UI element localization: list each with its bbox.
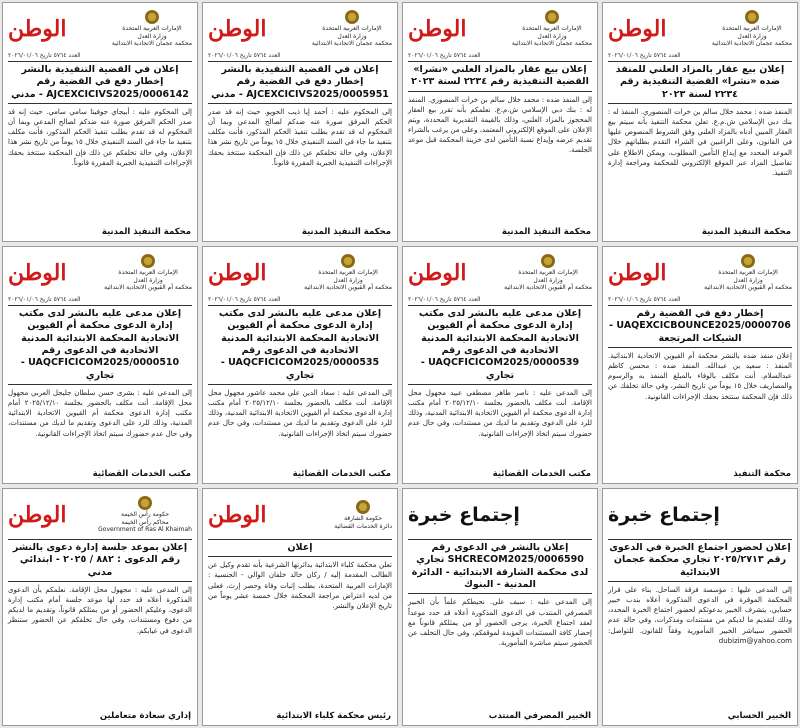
issuer-block xyxy=(112,10,192,48)
issuer-line: الإمارات العربية المتحدة xyxy=(522,25,582,33)
issuer-line: وزارة العدل xyxy=(733,276,763,284)
issuer-line: محكمة أم القيوين الاتحادية الابتدائية xyxy=(504,284,592,292)
ad-header xyxy=(608,251,792,295)
newspaper-logo: الوطن xyxy=(208,16,267,42)
ad-signature: محكمة التنفيذ xyxy=(733,469,791,479)
newspaper-logo: الوطن xyxy=(608,16,667,42)
issue-meta: العدد ٥٧٦٤ تاريخ ٢٠٢٦/٠١/٠٦ xyxy=(408,52,481,59)
ad-header xyxy=(608,493,792,537)
newspaper-logo: الوطن xyxy=(8,260,67,286)
issuer-line: الإمارات العربية المتحدة xyxy=(718,269,778,277)
emblem-icon xyxy=(145,10,159,24)
ad-card xyxy=(402,488,598,726)
ad-title: إعلان مدعى عليه بالنشر لدى مكتب إدارة الدعوى محكمة أم القيوين الاتحادية المحكمة الابتدائية المدنية الاتحادية في الدعوى رقم UAQCFICICOM2025/0000539 - تجاري xyxy=(408,305,592,385)
ad-body: إلى المحكوم عليه : أبيجاي جوفيتا سامي سامي. حيث إنه قد صدر الحكم المرفق صورة عنه ضدكم لصالح المدعي وبما أن المحكوم له قد تقدم بطلب تنفيذ الحكم المذكور، فأنت مكلف بتنفيذ ما جاء في السند التنفيذي خلال ١٥ يوماً من تاريخ نشر هذا الإعلان، وفي حالة تخلفكم عن ذلك فإن المحكمة ستتخذ بحقك الإجراءات التنفيذية الجبرية المقررة قانوناً. xyxy=(8,108,193,167)
ad-card xyxy=(2,2,198,242)
ad-header xyxy=(8,251,192,295)
emblem-icon xyxy=(141,254,155,268)
issuer-block xyxy=(334,500,392,530)
issuer-block xyxy=(304,254,392,292)
issue-meta: العدد ٥٧٦٤ تاريخ ٢٠٢٦/٠١/٠٦ xyxy=(8,296,81,303)
ad-signature: محكمة التنفيذ المدنية xyxy=(501,227,591,237)
ad-signature: مكتب الخدمات القضائية xyxy=(292,469,391,479)
issuer-block xyxy=(104,254,192,292)
issuer-line: وزارة العدل xyxy=(337,32,367,40)
issue-meta: العدد ٥٧٦٤ تاريخ ٢٠٢٦/٠١/٠٦ xyxy=(208,296,281,303)
issuer-block xyxy=(512,10,592,48)
issue-meta: العدد ٥٧٦٤ تاريخ ٢٠٢٦/٠١/٠٦ xyxy=(208,52,281,59)
ad-body: إلى المدعى عليه : سيف علي. نحيطكم علماً بأن الخبير المصرفي المنتدب في الدعوى المذكورة أعلاه قد حدد موعداً لعقد اجتماع الخبرة، يرجى الحضور أو من يمثلكم قانوناً مع إحضار كافة المستندات المؤيدة لموقفكم، وفي حال التخلف عن الحضور سيتم مباشرة المأمورية. xyxy=(408,598,592,647)
newspaper-logo: الوطن xyxy=(208,260,267,286)
ad-header xyxy=(8,493,192,537)
ad-title: إعلان في القضية التنفيذية بالنشر إخطار دفع في القضية رقم AJCEXCICIVS2025/0006142 - مدني xyxy=(8,61,192,104)
ad-title: إعلان مدعى عليه بالنشر لدى مكتب إدارة الدعوى محكمة أم القيوين الاتحادية المحكمة الابتدائية المدنية الاتحادية في الدعوى رقم UAQCFICICOM2025/0000510 - تجاري xyxy=(8,305,192,385)
issuer-block xyxy=(504,254,592,292)
ad-card xyxy=(402,246,598,484)
newspaper-logo: الوطن xyxy=(408,260,467,286)
emblem-icon xyxy=(541,254,555,268)
ad-card xyxy=(602,2,798,242)
issuer-line: حكومة الشارقة xyxy=(344,515,383,522)
ad-body: إلى المحكوم عليه : أحمد إيا ذيب الحويو. حيث إنه قد صدر الحكم المرفق صورة عنه ضدكم لصالح المدعي وبما أن المحكوم له قد تقدم بطلب تنفيذ الحكم المذكور، فأنت مكلف بتنفيذ ما جاء في السند التنفيذي خلال ١٥ يوماً من تاريخ نشر هذا الإعلان، وفي حالة تخلفكم عن ذلك فإن المحكمة ستتخذ بحقك الإجراءات التنفيذية الجبرية المقررة قانوناً. xyxy=(208,108,393,167)
ad-body: تعلن محكمة كلباء الابتدائية بدائرتها الشرعية بأنه تقدم وكيل عن الطالب المقدمة إليه / ركان خالد خلفان الوالي - الجنسية : الإمارات العربية المتحدة، بطلب إثبات وفاة وحصر إرث، فعلى من لديه اعتراض مراجعة المحكمة خلال خمسة عشر يوماً من تاريخ الإعلان والنشر. xyxy=(208,561,392,610)
ad-body: إعلان منفذ ضده بالنشر محكمة أم القيوين الاتحادية الابتدائية. المنفذ : سعيد بن عبدالله. المنفذ ضده : محسن كاظم عبدالسلام. أنت مكلف بالوفاء بالمبلغ المنفذ به والرسوم والمصاريف خلال ١٥ يوماً من تاريخ النشر، وفي حالة تخلفك عن ذلك فإن المحكمة ستتخذ بحقك الإجراءات القانونية. xyxy=(608,352,793,401)
issuer-line: دائرة الخدمات القضائية xyxy=(334,522,392,530)
issuer-line: Government of Ras Al Khaimah xyxy=(98,526,192,534)
ad-header xyxy=(208,251,392,295)
newspaper-logo: الوطن xyxy=(8,16,67,42)
ad-title: إعلان بيع عقار بالمزاد العلني «نشرا» القضية التنفيذية رقم ٢٢٣٤ لسنة ٢٠٢٣ xyxy=(408,61,592,92)
ad-card xyxy=(2,488,198,726)
ad-body: إلى المدعى عليها : مؤسسة فرقة الساحل. بناء على قرار المحكمة الموقرة في الدعوى المذكورة أعلاه بندب خبير حسابي، يتشرف الخبير بدعوتكم لحضور اجتماع الخبرة المحدد، وذلك لتقديم ما لديكم من مستندات ومذكرات، وفي حالة عدم الحضور سيباشر الخبير المأمورية وفقاً للقانون. للتواصل: dubizim@yahoo.com xyxy=(608,586,792,645)
ad-header xyxy=(408,493,592,537)
issuer-line: وزارة العدل xyxy=(333,276,363,284)
ad-card xyxy=(202,488,398,726)
issuer-line: الإمارات العربية المتحدة xyxy=(122,25,182,33)
ad-card xyxy=(2,246,198,484)
issue-meta: العدد ٥٧٦٤ تاريخ ٢٠٢٦/٠١/٠٦ xyxy=(408,296,481,303)
ad-signature: مكتب الخدمات القضائية xyxy=(92,469,191,479)
ad-title: إعلان بالنشر في الدعوى رقم SHCRECOM2025/0006590 تجاري لدى محكمة الشارقة الابتدائية - الدائرة المدنية - البنوك xyxy=(408,539,592,594)
issuer-line: محكمة أم القيوين الاتحادية الابتدائية xyxy=(104,284,192,292)
ad-signature: محكمة التنفيذ المدنية xyxy=(301,227,391,237)
issuer-line: الإمارات العربية المتحدة xyxy=(118,269,178,277)
emblem-icon xyxy=(345,10,359,24)
ad-signature: إداري سعادة متعاملين xyxy=(99,711,191,721)
emblem-icon xyxy=(341,254,355,268)
issuer-line: حكومة رأس الخيمة xyxy=(121,511,170,519)
ad-card xyxy=(602,488,798,726)
ad-signature: محكمة التنفيذ المدنية xyxy=(101,227,191,237)
ad-title: إعلان مدعى عليه بالنشر لدى مكتب إدارة الدعوى محكمة أم القيوين الاتحادية المحكمة الابتدائية المدنية الاتحادية في الدعوى رقم UAQCFICICOM2025/0000535 - تجاري xyxy=(208,305,392,385)
emblem-icon xyxy=(745,10,759,24)
ad-title: إعلان لحضور اجتماع الخبرة في الدعوى رقم ٢٠٢٥/٢٧١٣ تجاري محكمة عجمان الابتدائية xyxy=(608,539,792,582)
emblem-icon xyxy=(138,496,152,510)
issuer-line: الإمارات العربية المتحدة xyxy=(722,25,782,33)
newspaper-logo: الوطن xyxy=(208,502,267,528)
issuer-line: وزارة العدل xyxy=(737,32,767,40)
ad-signature: مكتب الخدمات القضائية xyxy=(492,469,591,479)
ad-title: إعلان بموعد جلسة إدارة دعوى بالنشر رقم الدعوى : ٨٨٢ / ٢٠٢٥ - ابتدائي مدني xyxy=(8,539,192,582)
issuer-line: وزارة العدل xyxy=(133,276,163,284)
ad-card xyxy=(602,246,798,484)
ad-body: إلى المدعى عليه : سعاد الدين علي محمد عاشور مجهول محل الإقامة. أنت مكلف بالحضور بجلسة ٢٠٢٥/١٢/١٠ أمام مكتب إدارة الدعوى محكمة أم القيوين الاتحادية الابتدائية المدنية، وذلك للرد على الدعوى وتقديم ما لديك من مستندات، وفي حال عدم حضورك سيتم اتخاذ الإجراءات القانونية. xyxy=(208,389,392,438)
issuer-line: محاكم رأس الخيمة xyxy=(121,518,169,526)
ad-header xyxy=(608,7,792,51)
ad-title: إعلان في القضية التنفيذية بالنشر إخطار دفع في القضية رقم AJCEXCICIVS2025/0005951 - مدني xyxy=(208,61,392,104)
issue-meta: العدد ٥٧٦٤ تاريخ ٢٠٢٦/٠١/٠٦ xyxy=(608,296,681,303)
issuer-block xyxy=(712,10,792,48)
newspaper-logo: الوطن xyxy=(8,502,67,528)
ad-body: إلى المنفذ ضده : محمد خلال سالم بن خرات المنصوري. المنفذ له : بنك دبي الإسلامي ش.م.ع. نعلمكم بأنه تقرر بيع العقار المحجوز بالمزاد العلني، وذلك بالقيمة التقديرية المحددة، ويتم الإعلان على الموقع الإلكتروني المعتمد، وعلى من يرغب بالشراء تقديم عرضه وإيداع نسبة التأمين لدى خزينة المحكمة قبل موعد الجلسة. xyxy=(408,95,592,155)
issuer-line: محكمة أم القيوين الاتحادية الابتدائية xyxy=(304,284,392,292)
ad-signature: رئيس محكمة كلباء الابتدائية xyxy=(276,711,391,721)
issuer-line: وزارة العدل xyxy=(533,276,563,284)
ad-body: المنفذ ضده : محمد خلال سالم بن خرات المنصوري. المنفذ له : بنك دبي الإسلامي ش.م.ع. تعلن محكمة التنفيذ بأنه سيتم بيع العقار المبين أدناه بالمزاد العلني وفق الشروط المنصوص عليها في القانون، وعلى الراغبين في الشراء التقدم بطلباتهم خلال الموعد المحدد مع إيداع التأمين المطلوب، ويمكن الاطلاع على تفاصيل المزاد عبر الموقع الإلكتروني للمحكمة ومراجعة إدارة التنفيذ. xyxy=(608,108,792,177)
ad-header xyxy=(408,7,592,51)
issuer-line: وزارة العدل xyxy=(137,32,167,40)
ad-card xyxy=(402,2,598,242)
issuer-line: محكمة عجمان الاتحادية الابتدائية xyxy=(111,40,192,48)
ad-signature: محكمة التنفيذ المدنية xyxy=(701,227,791,237)
ad-header xyxy=(408,251,592,295)
issuer-line: الإمارات العربية المتحدة xyxy=(322,25,382,33)
emblem-icon xyxy=(356,500,370,514)
issuer-line: محكمة أم القيوين الاتحادية الابتدائية xyxy=(704,284,792,292)
issuer-line: وزارة العدل xyxy=(537,32,567,40)
ad-header xyxy=(208,493,392,537)
newspaper-logo: الوطن xyxy=(608,260,667,286)
newspaper-logo: إجتماع خبرة xyxy=(608,504,720,526)
ad-signature: الخبير المصرفي المنتدب xyxy=(488,711,591,721)
issuer-line: الإمارات العربية المتحدة xyxy=(518,269,578,277)
issuer-line: محكمة عجمان الاتحادية الابتدائية xyxy=(711,40,792,48)
ad-signature: الخبير الحسابي xyxy=(727,711,791,721)
emblem-icon xyxy=(545,10,559,24)
issuer-line: محكمة عجمان الاتحادية الابتدائية xyxy=(511,40,592,48)
ad-body: إلى المدعى عليه : بشرى حسن سلطان جليجل العربي مجهول محل الإقامة. أنت مكلف بالحضور بجلسة ٢٠٢٥/١٢/١٠ أمام مكتب إدارة الدعوى محكمة أم القيوين الاتحادية الابتدائية المدنية، وذلك للرد على الدعوى وتقديم ما لديك من مستندات، وفي حال عدم حضورك سيتم اتخاذ الإجراءات القانونية. xyxy=(8,389,193,438)
issuer-block xyxy=(98,496,192,534)
emblem-icon xyxy=(741,254,755,268)
ad-body: إلى المدعى عليه : ناصر طاهر مصطفى عبيد مجهول محل الإقامة. أنت مكلف بالحضور بجلسة ٢٠٢٥/١٢/١٠ أمام مكتب إدارة الدعوى محكمة أم القيوين الاتحادية الابتدائية المدنية، وذلك للرد على الدعوى وتقديم ما لديك من مستندات، وفي حال عدم حضورك سيتم اتخاذ الإجراءات القانونية. xyxy=(408,389,592,438)
issuer-block xyxy=(312,10,392,48)
ad-title: إعلان xyxy=(208,539,392,557)
ad-body: إلى المدعى عليه : مجهول محل الإقامة. نعلمكم بأن الدعوى المذكورة أعلاه قد حدد لها موعد جلسة أمام مكتب إدارة الدعوى، وعليكم الحضور أو من يمثلكم قانوناً، وتقديم ما لديكم من دفوع ومستندات، وفي حال تخلفكم عن الحضور ستنظر الدعوى في غيابكم. xyxy=(8,586,192,635)
ad-card xyxy=(202,246,398,484)
newspaper-logo: الوطن xyxy=(408,16,467,42)
issue-meta: العدد ٥٧٦٤ تاريخ ٢٠٢٦/٠١/٠٦ xyxy=(608,52,681,59)
issuer-line: محكمة عجمان الاتحادية الابتدائية xyxy=(311,40,392,48)
issuer-line: الإمارات العربية المتحدة xyxy=(318,269,378,277)
ad-card xyxy=(202,2,398,242)
ad-header xyxy=(208,7,392,51)
ad-title: إعلان بيع عقار بالمزاد العلني للمنفذ ضده «نشرا» القضية التنفيذية رقم ٢٢٣٤ لسنة ٢٠٢٣ xyxy=(608,61,792,104)
newspaper-logo: إجتماع خبرة xyxy=(408,504,520,526)
ad-header xyxy=(8,7,192,51)
issuer-block xyxy=(704,254,792,292)
issue-meta: العدد ٥٧٦٤ تاريخ ٢٠٢٦/٠١/٠٦ xyxy=(8,52,81,59)
ad-title: إخطار دفع في القضية رقم UAQEXCICBOUNCE2025/0000706 - الشيكات المرتجعة xyxy=(608,305,792,348)
